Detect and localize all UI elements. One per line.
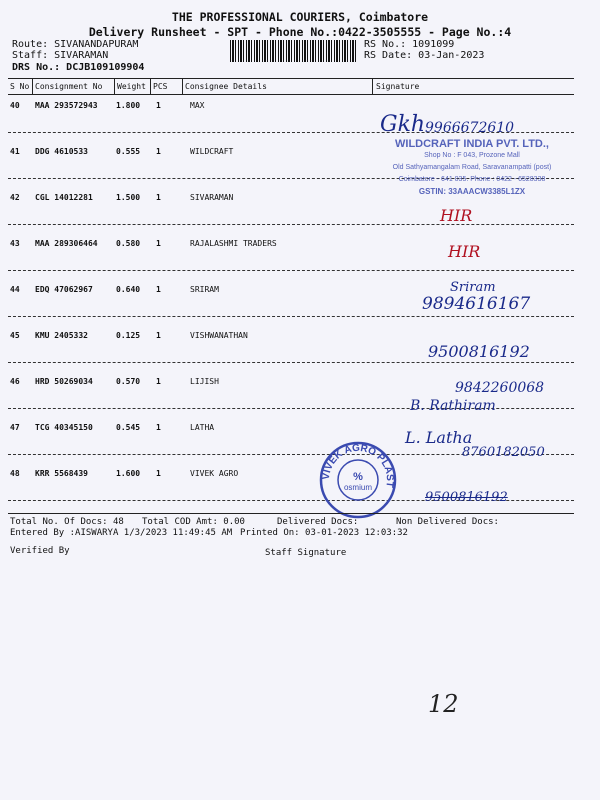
sig-44-phone: 9894616167 [422, 294, 531, 314]
row-pcs: 1 [156, 285, 161, 294]
row-pcs: 1 [156, 423, 161, 432]
verified-by: Verified By [10, 546, 70, 556]
row-consignment: CGL 14012281 [35, 193, 93, 202]
sig-47-name: L. Latha [405, 428, 473, 447]
row-consignee: MAX [190, 101, 205, 110]
round-stamp [318, 440, 398, 520]
col-header-pcs: PCS [153, 82, 168, 91]
row-consignment: KRR 5568439 [35, 469, 88, 478]
row-consignment: MAA 293572943 [35, 101, 98, 110]
col-header-consignment: Consignment No [35, 82, 103, 91]
staff-label: Staff: SIVARAMAN [12, 50, 109, 61]
row-consignee: LIJISH [190, 377, 219, 386]
sig-44-name: Sriram [450, 280, 496, 295]
row-pcs: 1 [156, 147, 161, 156]
row-consignment: HRD 50269034 [35, 377, 93, 386]
col-divider [32, 78, 33, 94]
stamp-line3: Coimbatore - 641 035. Phone : 0422 - 6528338 [398, 176, 546, 183]
row-pcs: 1 [156, 331, 161, 340]
row-weight: 0.580 [116, 239, 141, 248]
row-weight: 0.125 [116, 331, 141, 340]
row-weight: 1.500 [116, 193, 141, 202]
round-stamp-brand: osmium [343, 483, 373, 492]
round-stamp-text: VIVEK AGRO PLAST [320, 442, 396, 489]
runsheet-subtitle: Delivery Runsheet - SPT - Phone No.:0422-3505555 - Page No.:4 [88, 25, 512, 39]
table-header-border [8, 94, 574, 95]
sig-47-phone: 8760182050 [462, 445, 545, 460]
total-docs: Total No. Of Docs: 48 [10, 517, 124, 527]
row-consignment: DDG 4610533 [35, 147, 88, 156]
staff-signature: Staff Signature [265, 548, 347, 558]
row-weight: 0.545 [116, 423, 141, 432]
row-sno: 40 [10, 101, 20, 110]
row-consignee: VISHWANATHAN [190, 331, 248, 340]
stamp-line2: Old Sathyamangalam Road, Saravanampatti (post) [392, 164, 552, 171]
row-sno: 46 [10, 377, 20, 386]
footer-border [8, 513, 574, 514]
drs-number: DRS No.: DCJB109109904 [12, 62, 145, 73]
sig-40-name: Gkh [380, 112, 426, 137]
delivered-docs: Delivered Docs: [277, 517, 359, 527]
stamp-line1: Shop No : F 043, Prozone Mall [424, 152, 520, 159]
row-consignee: LATHA [190, 423, 215, 432]
row-weight: 1.800 [116, 101, 141, 110]
row-weight: 1.600 [116, 469, 141, 478]
row-pcs: 1 [156, 239, 161, 248]
total-cod: Total COD Amt: 0.00 [142, 517, 245, 527]
row-consignee: VIVEK AGRO [190, 469, 239, 478]
row-consignee: RAJALASHMI TRADERS [190, 239, 277, 248]
row-weight: 0.640 [116, 285, 141, 294]
row-sno: 44 [10, 285, 20, 294]
row-sno: 43 [10, 239, 20, 248]
row-divider [8, 362, 574, 363]
row-divider [8, 316, 574, 317]
col-divider [372, 78, 373, 94]
row-consignment: EDQ 47062967 [35, 285, 93, 294]
row-pcs: 1 [156, 377, 161, 386]
non-delivered-docs: Non Delivered Docs: [396, 517, 499, 527]
col-divider [150, 78, 151, 94]
row-pcs: 1 [156, 469, 161, 478]
entered-by: Entered By :AISWARYA 1/3/2023 11:49:45 AM [10, 528, 233, 538]
row-divider [8, 224, 574, 225]
stamp-gst: GSTIN: 33AAACW3385L1ZX [418, 187, 526, 196]
col-divider [114, 78, 115, 94]
rs-number: RS No.: 1091099 [364, 39, 455, 50]
row-consignee: SIVARAMAN [190, 193, 234, 202]
sig-42-mark: HIR [440, 206, 473, 225]
company-stamp [372, 138, 572, 204]
sig-40-phone: 9966672610 [425, 120, 515, 136]
row-divider [8, 270, 574, 271]
sig-46-name: B. Rathiram [410, 398, 496, 414]
row-pcs: 1 [156, 101, 161, 110]
row-sno: 47 [10, 423, 20, 432]
row-consignment: KMU 2405332 [35, 331, 88, 340]
col-header-sno: S No [10, 82, 30, 91]
col-header-signature: Signature [376, 82, 420, 91]
sig-45-phone: 9500816192 [428, 342, 530, 361]
page-mark: 12 [428, 690, 459, 718]
row-weight: 0.555 [116, 147, 141, 156]
row-consignment: MAA 289306464 [35, 239, 98, 248]
col-header-weight: Weight [117, 82, 146, 91]
sig-43-mark: HIR [448, 242, 481, 261]
sig-46-phone: 9842260068 [455, 380, 545, 396]
col-header-consignee: Consignee Details [185, 82, 267, 91]
round-stamp-logo: % [353, 471, 363, 483]
row-sno: 48 [10, 469, 20, 478]
row-consignee: WILDCRAFT [190, 147, 234, 156]
col-divider [182, 78, 183, 94]
barcode [230, 40, 358, 62]
sig-48-phone: 9500816192 [425, 490, 508, 505]
row-consignee: SRIRAM [190, 285, 219, 294]
route-label: Route: SIVANANDAPURAM [12, 39, 139, 50]
row-weight: 0.570 [116, 377, 141, 386]
rs-date: RS Date: 03-Jan-2023 [364, 50, 485, 61]
row-sno: 42 [10, 193, 20, 202]
stamp-company: WILDCRAFT INDIA PVT. LTD., [395, 138, 549, 150]
row-pcs: 1 [156, 193, 161, 202]
runsheet-title: THE PROFESSIONAL COURIERS, Coimbatore [171, 10, 429, 24]
row-sno: 41 [10, 147, 20, 156]
row-consignment: TCG 40345150 [35, 423, 93, 432]
row-sno: 45 [10, 331, 20, 340]
table-top-border [8, 78, 574, 79]
printed-on: Printed On: 03-01-2023 12:03:32 [240, 528, 408, 538]
